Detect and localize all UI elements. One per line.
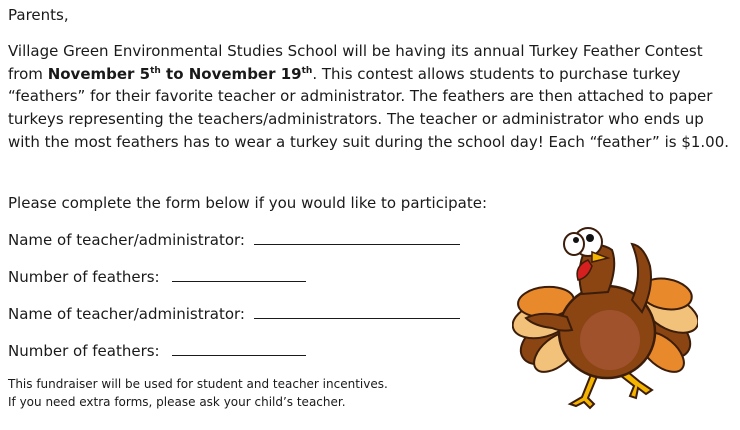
feathers-label-2: Number of feathers: [8,342,160,360]
teacher-name-label-2: Name of teacher/administrator: [8,305,245,323]
feathers-field-2 [8,340,306,362]
feathers-blank-2[interactable] [172,340,306,356]
cartoon-turkey-icon [512,222,698,414]
intro-paragraph [8,40,736,154]
participation-prompt: Please complete the form below if you would like to participate: [8,194,488,212]
feathers-field-1 [8,266,306,288]
end-date-suffix: th [301,65,313,76]
teacher-name-label-1: Name of teacher/administrator: [8,231,245,249]
intro-text-rest: . This contest allows students to purchase turkey “feathers” for their favorite teacher or administrator. The feathers are then attached to paper turkeys representing the teachers/administrators. The teacher or administrator who ends up with the most feathers has to wear a turkey suit during the school day! Each “feather” is $1.00. [8,64,730,151]
to-word: to [160,64,189,83]
feathers-label-1: Number of feathers: [8,268,160,286]
teacher-name-blank-2[interactable] [254,303,460,319]
fundraiser-note: This fundraiser will be used for student and teacher incentives. [8,377,388,391]
intro-text-start: Village Green Environmental Studies School will be having its annual Turkey Feather Contest from [8,42,703,83]
start-date [48,65,313,83]
footer-notes [8,375,388,411]
end-date-text: November 19 [188,64,302,83]
feathers-blank-1[interactable] [172,266,306,282]
start-date-text: November 5 [47,64,151,83]
start-date-suffix: th [150,65,161,76]
teacher-name-field-1 [8,229,460,251]
extra-forms-note: If you need extra forms, please ask your child’s teacher. [8,395,346,409]
greeting: Parents, [8,6,69,24]
teacher-name-blank-1[interactable] [254,229,460,245]
teacher-name-field-2 [8,303,460,325]
